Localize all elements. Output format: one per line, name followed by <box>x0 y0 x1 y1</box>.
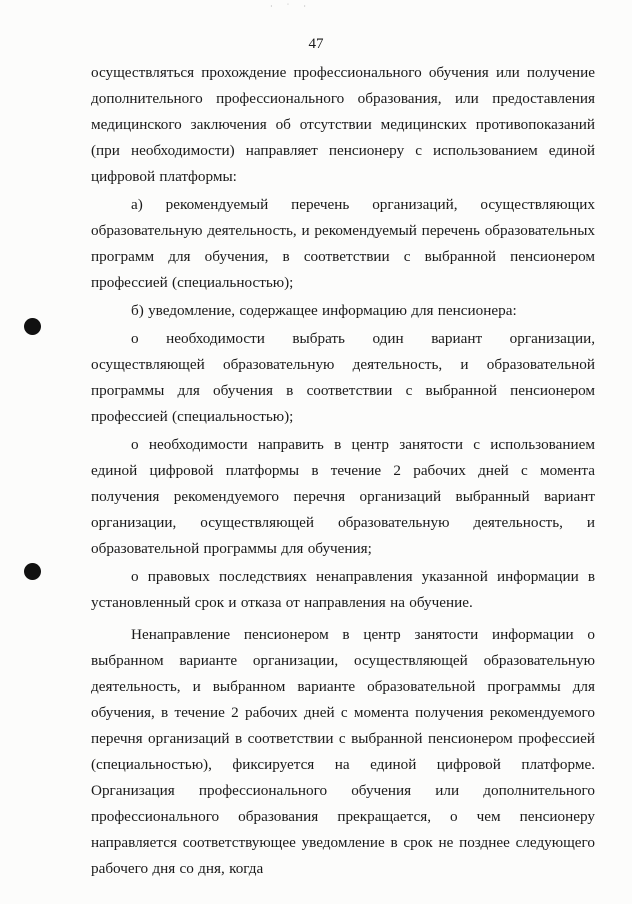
document-body <box>91 60 595 882</box>
binder-hole <box>24 563 41 580</box>
paragraph-item-a: а) рекомендуемый перечень организаций, осуществляющих образовательную деятельность, и рекомендуемый перечень образовательных программ для обучения, в соответствии с выбранной пенсионером профессией (специальностью); <box>91 196 595 291</box>
paragraph-non-submission: Ненаправление пенсионером в центр занятости информации о выбранном варианте организации, осуществляющей образовательную деятельность, и выбранном варианте образовательной программы для обучения, в течение 2 рабочих дней с момента получения рекомендуемого перечня организаций в соответствии с выбранной пенсионером профессией (специальностью), фиксируется на единой цифровой платформе. Организация профессионального обучения или дополнительного профессионального образования прекращается, о чем пенсионеру направляется соответствующее уведомление в срок не позднее следующего рабочего дня со дня, когда <box>91 626 595 877</box>
paragraph-notice-choose: о необходимости выбрать один вариант организации, осуществляющей образовательную деятельность, и образовательной программы для обучения в соответствии с выбранной пенсионером профессией (специальностью); <box>91 330 595 425</box>
page-number: 47 <box>308 36 324 52</box>
paragraph-item-b: б) уведомление, содержащее информацию для пенсионера: <box>131 302 517 319</box>
scan-artifact: · ˙ · <box>270 2 312 11</box>
paragraph-notice-send: о необходимости направить в центр занятости с использованием единой цифровой платформы в течение 2 рабочих дней с момента получения рекомендуемого перечня организаций выбранный вариант организации, осуществляющей образовательную деятельность, и образовательной программы для обучения; <box>91 436 595 557</box>
paragraph-continuation: осуществляться прохождение профессионального обучения или получение дополнительного профессионального образования, или предоставления медицинского заключения об отсутствии медицинских противопоказаний (при необходимости) направляет пенсионеру с использованием единой цифровой платформы: <box>91 64 595 185</box>
binder-hole <box>24 318 41 335</box>
paragraph-notice-consequences: о правовых последствиях ненаправления указанной информации в установленный срок и отказа от направления на обучение. <box>91 568 595 611</box>
